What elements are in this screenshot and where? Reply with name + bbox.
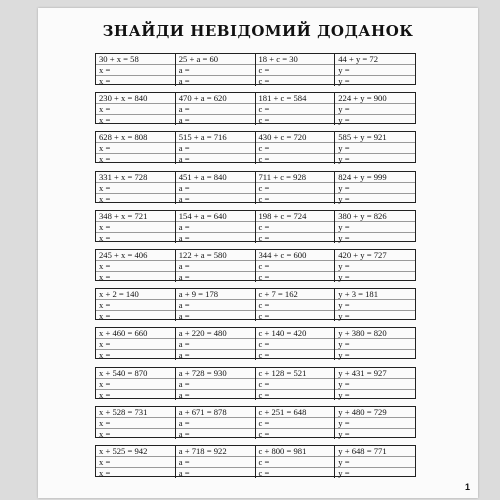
answer-line[interactable]: c = bbox=[258, 311, 270, 322]
answer-line[interactable]: x = bbox=[99, 115, 111, 126]
answer-line[interactable]: x = bbox=[99, 350, 111, 361]
answer-line[interactable]: y = bbox=[338, 154, 350, 165]
equation-cell bbox=[96, 211, 176, 243]
equation-block bbox=[95, 367, 416, 399]
answer-line[interactable]: a = bbox=[176, 65, 255, 76]
equation-cell bbox=[335, 446, 415, 478]
equation-block bbox=[95, 53, 416, 85]
equation-text: y + 3 = 181 bbox=[335, 289, 415, 300]
equation-text: 18 + c = 30 bbox=[256, 54, 335, 65]
equation-text: c + 7 = 162 bbox=[256, 289, 335, 300]
answer-line[interactable]: c = bbox=[256, 261, 335, 272]
answer-line[interactable]: c = bbox=[256, 143, 335, 154]
answer-line[interactable]: x = bbox=[99, 311, 111, 322]
answer-line[interactable]: c = bbox=[256, 418, 335, 429]
answer-line[interactable]: a = bbox=[178, 115, 190, 126]
answer-line[interactable]: x = bbox=[96, 300, 175, 311]
answer-line[interactable]: x = bbox=[96, 261, 175, 272]
answer-line[interactable]: y = bbox=[338, 232, 350, 243]
equation-cell bbox=[176, 368, 256, 400]
answer-line[interactable]: a = bbox=[178, 76, 190, 86]
equation-block bbox=[95, 327, 416, 359]
answer-line[interactable]: y = bbox=[338, 468, 350, 478]
worksheet-page bbox=[38, 8, 478, 498]
equation-cell bbox=[176, 328, 256, 360]
answer-line[interactable]: y = bbox=[335, 339, 415, 350]
equation-text: x + 528 = 731 bbox=[96, 407, 175, 418]
answer-line[interactable]: x = bbox=[96, 457, 175, 468]
equation-cell bbox=[335, 289, 415, 321]
equation-cell bbox=[96, 289, 176, 321]
equation-cell bbox=[335, 172, 415, 204]
answer-line[interactable]: a = bbox=[176, 261, 255, 272]
equation-cell bbox=[96, 328, 176, 360]
equation-cell bbox=[256, 328, 336, 360]
answer-line[interactable]: c = bbox=[256, 183, 335, 194]
answer-line[interactable]: y = bbox=[338, 115, 350, 126]
answer-line[interactable]: a = bbox=[176, 183, 255, 194]
equation-cell bbox=[335, 328, 415, 360]
page-title: ЗНАЙДИ НЕВІДОМИЙ ДОДАНОК bbox=[102, 22, 414, 40]
equation-block bbox=[95, 210, 416, 242]
equation-text: x + 460 = 660 bbox=[96, 328, 175, 339]
equation-cell bbox=[256, 93, 336, 125]
equation-cell bbox=[335, 407, 415, 439]
equation-cell bbox=[176, 446, 256, 478]
equation-cell bbox=[335, 54, 415, 86]
equation-block bbox=[95, 406, 416, 438]
answer-line[interactable]: c = bbox=[258, 350, 270, 361]
equation-text: 585 + y = 921 bbox=[335, 132, 415, 143]
equation-text: 470 + a = 620 bbox=[176, 93, 255, 104]
equation-cell bbox=[335, 93, 415, 125]
equation-text: x + 2 = 140 bbox=[96, 289, 175, 300]
equation-text: 181 + c = 584 bbox=[256, 93, 335, 104]
answer-line[interactable]: y = bbox=[335, 104, 415, 115]
equation-text: 30 + x = 58 bbox=[96, 54, 175, 65]
equation-text: 420 + y = 727 bbox=[335, 250, 415, 261]
answer-line[interactable]: c = bbox=[258, 193, 270, 204]
equation-cell bbox=[256, 368, 336, 400]
answer-line[interactable]: y = bbox=[338, 389, 350, 400]
answer-line[interactable]: y = bbox=[338, 428, 350, 439]
answer-line[interactable]: c = bbox=[256, 222, 335, 233]
answer-line[interactable]: c = bbox=[256, 457, 335, 468]
equation-text: c + 128 = 521 bbox=[256, 368, 335, 379]
answer-line[interactable]: a = bbox=[178, 154, 190, 165]
answer-line[interactable]: c = bbox=[258, 76, 270, 86]
answer-line[interactable]: a = bbox=[176, 457, 255, 468]
equation-text: 245 + x = 406 bbox=[96, 250, 175, 261]
equation-cell bbox=[256, 211, 336, 243]
equation-text: 230 + x = 840 bbox=[96, 93, 175, 104]
answer-line[interactable]: a = bbox=[176, 143, 255, 154]
equation-cell bbox=[176, 54, 256, 86]
equation-cell bbox=[335, 368, 415, 400]
answer-line[interactable]: y = bbox=[335, 143, 415, 154]
equation-cell bbox=[256, 446, 336, 478]
answer-line[interactable]: a = bbox=[178, 232, 190, 243]
equation-block bbox=[95, 249, 416, 281]
equation-cell bbox=[176, 289, 256, 321]
answer-line[interactable]: x = bbox=[99, 468, 111, 478]
equation-cell bbox=[96, 172, 176, 204]
answer-line[interactable]: c = bbox=[258, 154, 270, 165]
equation-text: 451 + a = 840 bbox=[176, 172, 255, 183]
answer-line[interactable]: c = bbox=[258, 272, 270, 282]
answer-line[interactable]: x = bbox=[99, 428, 111, 439]
answer-line[interactable]: c = bbox=[258, 232, 270, 243]
equation-cell bbox=[96, 132, 176, 164]
equation-cell bbox=[96, 407, 176, 439]
equation-text: 154 + a = 640 bbox=[176, 211, 255, 222]
answer-line[interactable]: y = bbox=[335, 65, 415, 76]
answer-line[interactable]: a = bbox=[176, 418, 255, 429]
equation-cell bbox=[96, 368, 176, 400]
equation-text: y + 480 = 729 bbox=[335, 407, 415, 418]
answer-line[interactable]: c = bbox=[258, 468, 270, 478]
equation-text: 628 + x = 808 bbox=[96, 132, 175, 143]
answer-line[interactable]: a = bbox=[178, 272, 190, 282]
answer-line[interactable]: a = bbox=[178, 428, 190, 439]
answer-line[interactable]: c = bbox=[256, 104, 335, 115]
equation-block bbox=[95, 171, 416, 203]
equation-cell bbox=[335, 132, 415, 164]
equation-text: y + 380 = 820 bbox=[335, 328, 415, 339]
answer-line[interactable]: y = bbox=[335, 457, 415, 468]
equation-text: a + 671 = 878 bbox=[176, 407, 255, 418]
equation-text: c + 800 = 981 bbox=[256, 446, 335, 457]
equation-text: 224 + y = 900 bbox=[335, 93, 415, 104]
equation-cell bbox=[335, 211, 415, 243]
equation-cell bbox=[256, 289, 336, 321]
answer-line[interactable]: x = bbox=[96, 222, 175, 233]
answer-line[interactable]: x = bbox=[96, 65, 175, 76]
equation-text: 44 + y = 72 bbox=[335, 54, 415, 65]
answer-line[interactable]: a = bbox=[176, 104, 255, 115]
equation-text: 25 + a = 60 bbox=[176, 54, 255, 65]
equation-cell bbox=[256, 250, 336, 282]
answer-line[interactable]: a = bbox=[178, 193, 190, 204]
equation-block bbox=[95, 131, 416, 163]
equation-text: c + 251 = 648 bbox=[256, 407, 335, 418]
answer-line[interactable]: c = bbox=[258, 115, 270, 126]
page-number: 1 bbox=[464, 482, 470, 492]
equation-block bbox=[95, 288, 416, 320]
answer-line[interactable]: x = bbox=[99, 232, 111, 243]
answer-line[interactable]: a = bbox=[178, 468, 190, 478]
equation-block bbox=[95, 92, 416, 124]
answer-line[interactable]: x = bbox=[96, 104, 175, 115]
answer-line[interactable]: x = bbox=[99, 389, 111, 400]
answer-line[interactable]: y = bbox=[338, 350, 350, 361]
answer-line[interactable]: c = bbox=[256, 300, 335, 311]
answer-line[interactable]: x = bbox=[99, 193, 111, 204]
answer-line[interactable]: a = bbox=[178, 311, 190, 322]
equation-cell bbox=[96, 93, 176, 125]
answer-line[interactable]: y = bbox=[335, 379, 415, 390]
answer-line[interactable]: x = bbox=[96, 418, 175, 429]
equation-text: 348 + x = 721 bbox=[96, 211, 175, 222]
equation-text: c + 140 = 420 bbox=[256, 328, 335, 339]
answer-line[interactable]: a = bbox=[178, 350, 190, 361]
equation-cell bbox=[256, 172, 336, 204]
equation-cell bbox=[96, 446, 176, 478]
equation-text: a + 728 = 930 bbox=[176, 368, 255, 379]
equation-text: 711 + c = 928 bbox=[256, 172, 335, 183]
equation-cell bbox=[176, 211, 256, 243]
equation-text: 331 + x = 728 bbox=[96, 172, 175, 183]
answer-line[interactable]: x = bbox=[96, 183, 175, 194]
equation-cell bbox=[176, 407, 256, 439]
equation-text: 824 + y = 999 bbox=[335, 172, 415, 183]
equation-cell bbox=[176, 132, 256, 164]
answer-line[interactable]: c = bbox=[258, 428, 270, 439]
answer-line[interactable]: y = bbox=[335, 222, 415, 233]
equation-cell bbox=[96, 54, 176, 86]
answer-line[interactable]: y = bbox=[335, 183, 415, 194]
equation-text: 122 + a = 580 bbox=[176, 250, 255, 261]
equation-text: y + 431 = 927 bbox=[335, 368, 415, 379]
answer-line[interactable]: c = bbox=[258, 389, 270, 400]
answer-line[interactable]: x = bbox=[99, 76, 111, 86]
equation-cell bbox=[256, 407, 336, 439]
equation-text: x + 540 = 870 bbox=[96, 368, 175, 379]
answer-line[interactable]: c = bbox=[256, 379, 335, 390]
equation-text: 198 + c = 724 bbox=[256, 211, 335, 222]
answer-line[interactable]: x = bbox=[99, 272, 111, 282]
equation-text: 380 + y = 826 bbox=[335, 211, 415, 222]
equation-text: x + 525 = 942 bbox=[96, 446, 175, 457]
equation-text: 515 + a = 716 bbox=[176, 132, 255, 143]
equation-cell bbox=[335, 250, 415, 282]
answer-line[interactable]: a = bbox=[176, 379, 255, 390]
equation-cell bbox=[256, 54, 336, 86]
answer-line[interactable]: c = bbox=[256, 339, 335, 350]
equation-cell bbox=[176, 172, 256, 204]
equation-text: y + 648 = 771 bbox=[335, 446, 415, 457]
equation-block bbox=[95, 445, 416, 477]
answer-line[interactable]: c = bbox=[256, 65, 335, 76]
equation-text: a + 9 = 178 bbox=[176, 289, 255, 300]
answer-line[interactable]: a = bbox=[176, 300, 255, 311]
answer-line[interactable]: a = bbox=[178, 389, 190, 400]
equation-cell bbox=[256, 132, 336, 164]
answer-line[interactable]: y = bbox=[338, 193, 350, 204]
equation-cell bbox=[176, 250, 256, 282]
equation-cell bbox=[96, 250, 176, 282]
answer-line[interactable]: y = bbox=[335, 418, 415, 429]
equation-text: a + 220 = 480 bbox=[176, 328, 255, 339]
answer-line[interactable]: x = bbox=[96, 339, 175, 350]
answer-line[interactable]: y = bbox=[338, 76, 350, 86]
equation-text: a + 718 = 922 bbox=[176, 446, 255, 457]
equation-text: 430 + c = 720 bbox=[256, 132, 335, 143]
answer-line[interactable]: x = bbox=[99, 154, 111, 165]
answer-line[interactable]: a = bbox=[176, 339, 255, 350]
answer-line[interactable]: y = bbox=[335, 261, 415, 272]
answer-line[interactable]: y = bbox=[335, 300, 415, 311]
equation-cell bbox=[176, 93, 256, 125]
answer-line[interactable]: x = bbox=[96, 143, 175, 154]
answer-line[interactable]: y = bbox=[338, 311, 350, 322]
answer-line[interactable]: x = bbox=[96, 379, 175, 390]
equation-text: 344 + c = 600 bbox=[256, 250, 335, 261]
answer-line[interactable]: y = bbox=[338, 272, 350, 282]
answer-line[interactable]: a = bbox=[176, 222, 255, 233]
